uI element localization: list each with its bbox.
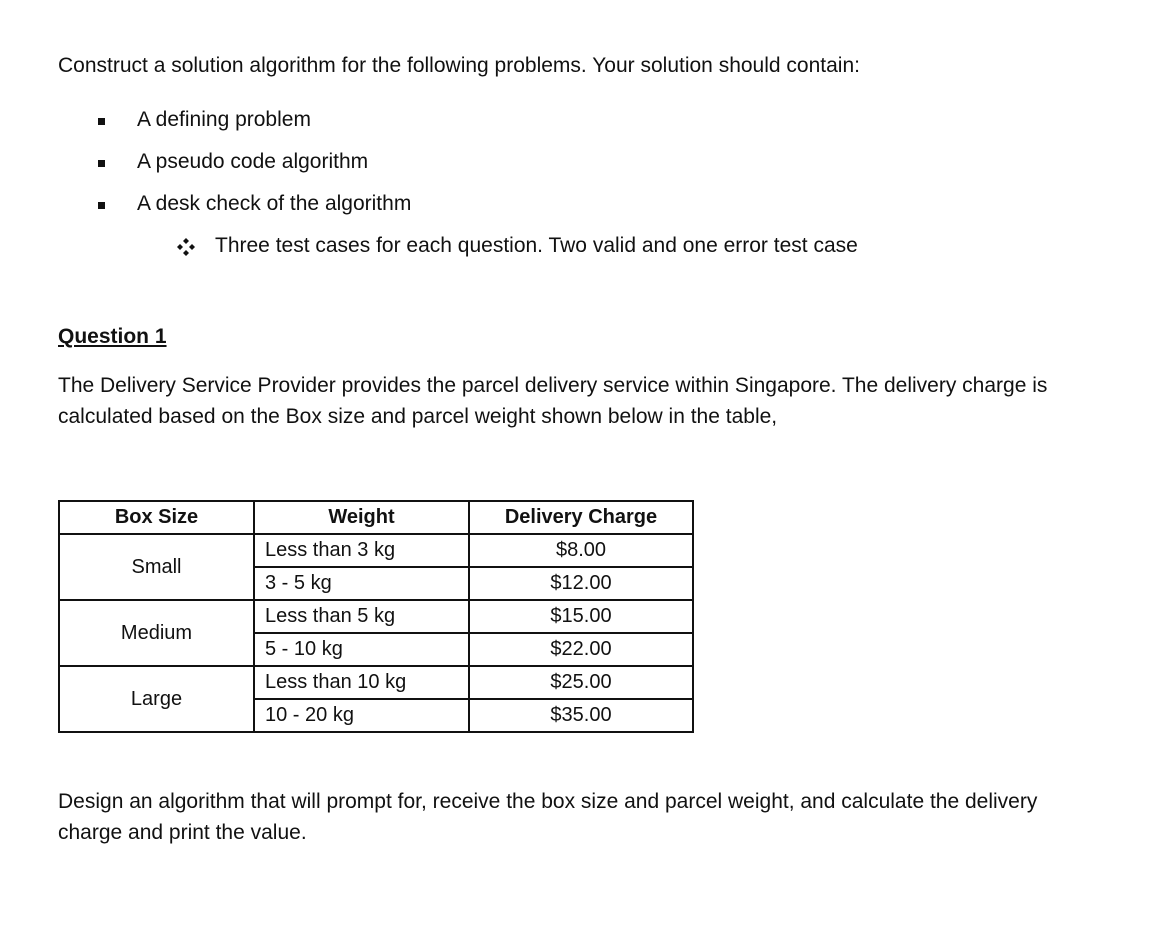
weight-cell: 5 - 10 kg bbox=[254, 633, 469, 666]
question-text-line: The Delivery Service Provider provides the parcel delivery service within Singapore. The delivery charge is bbox=[58, 374, 1048, 397]
charge-cell: $15.00 bbox=[469, 600, 693, 633]
weight-cell: 3 - 5 kg bbox=[254, 567, 469, 600]
design-text-line: charge and print the value. bbox=[58, 821, 307, 844]
design-text-line: Design an algorithm that will prompt for, receive the box size and parcel weight, and calculate the delivery bbox=[58, 790, 1038, 813]
charge-cell: $25.00 bbox=[469, 666, 693, 699]
charge-cell: $12.00 bbox=[469, 567, 693, 600]
table-row bbox=[59, 534, 693, 567]
bullet-item: A pseudo code algorithm bbox=[137, 150, 369, 173]
header-box-size: Box Size bbox=[59, 501, 254, 534]
weight-cell: Less than 3 kg bbox=[254, 534, 469, 567]
bullet-item: A defining problem bbox=[137, 108, 311, 131]
delivery-charge-table bbox=[58, 500, 694, 733]
question-heading: Question 1 bbox=[58, 325, 167, 348]
table-row bbox=[59, 666, 693, 699]
box-size-cell: Medium bbox=[59, 600, 254, 666]
square-bullet-icon bbox=[98, 118, 105, 125]
header-delivery-charge: Delivery Charge bbox=[469, 501, 693, 534]
box-size-cell: Large bbox=[59, 666, 254, 732]
charge-cell: $8.00 bbox=[469, 534, 693, 567]
square-bullet-icon bbox=[98, 160, 105, 167]
table-row bbox=[59, 600, 693, 633]
square-bullet-icon bbox=[98, 202, 105, 209]
sub-bullet-item: Three test cases for each question. Two valid and one error test case bbox=[215, 234, 858, 257]
question-text-line: calculated based on the Box size and parcel weight shown below in the table, bbox=[58, 405, 778, 428]
intro-text: Construct a solution algorithm for the following problems. Your solution should contain: bbox=[58, 54, 860, 77]
weight-cell: 10 - 20 kg bbox=[254, 699, 469, 732]
four-diamond-bullet-icon bbox=[176, 237, 196, 257]
charge-cell: $22.00 bbox=[469, 633, 693, 666]
table-header-row bbox=[59, 501, 693, 534]
box-size-cell: Small bbox=[59, 534, 254, 600]
charge-cell: $35.00 bbox=[469, 699, 693, 732]
header-weight: Weight bbox=[254, 501, 469, 534]
weight-cell: Less than 5 kg bbox=[254, 600, 469, 633]
weight-cell: Less than 10 kg bbox=[254, 666, 469, 699]
bullet-item: A desk check of the algorithm bbox=[137, 192, 412, 215]
